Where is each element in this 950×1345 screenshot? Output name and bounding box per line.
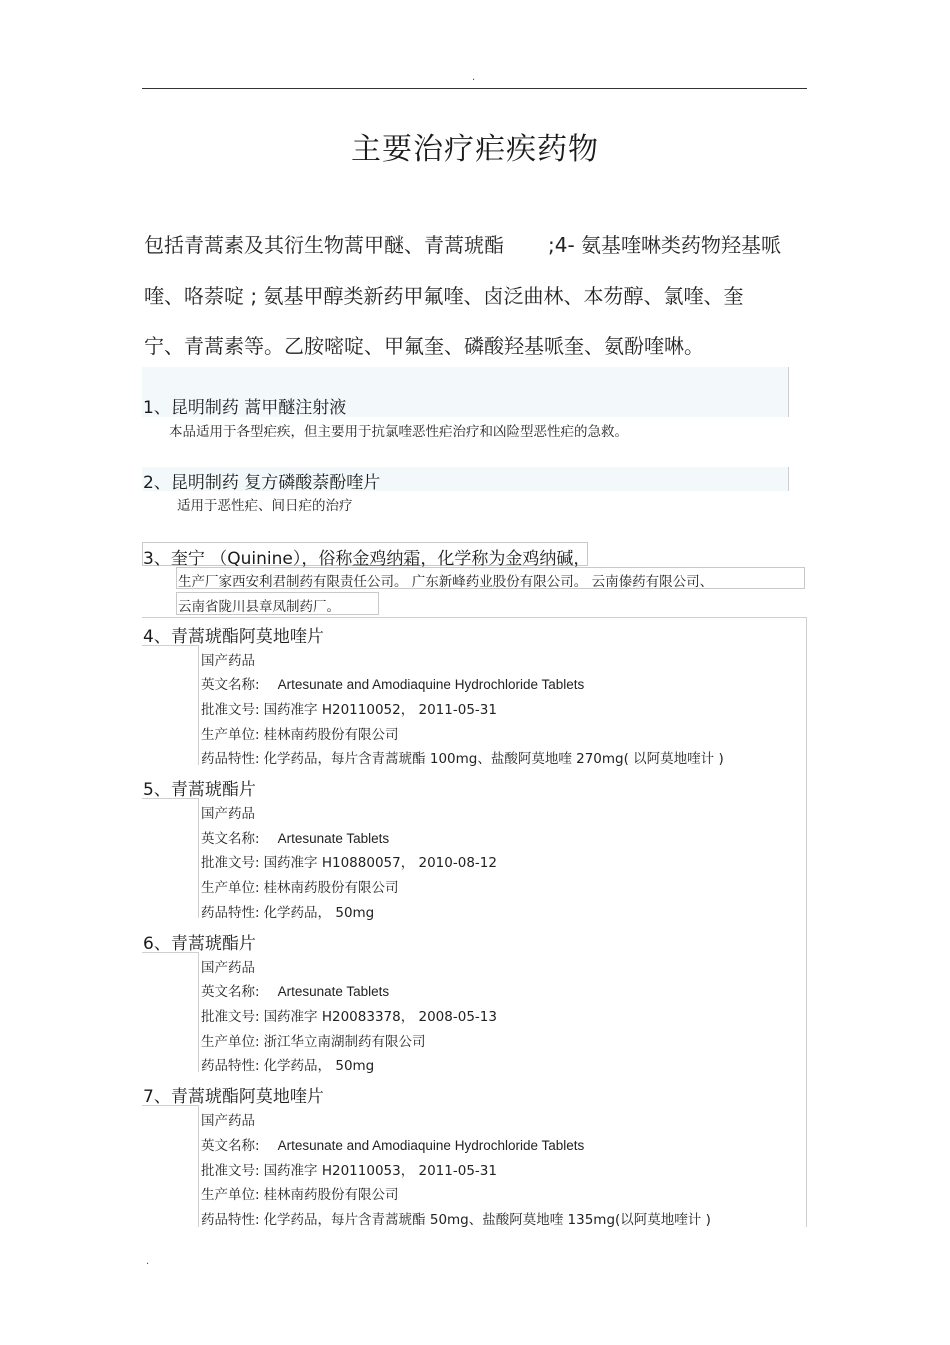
item-1-header: 1、昆明制药 蒿甲醚注射液 (143, 398, 347, 418)
item-4-prop-value: 化学药品，每片含青蒿琥酯 100mg、盐酸阿莫地喹 270mg( 以阿莫地喹计 ) (263, 751, 724, 767)
item-2-desc: 适用于恶性疟、间日疟的治疗 (177, 498, 353, 514)
intro-line-2: 喹、咯萘啶 ; 氨基甲醇类新药甲氟喹、卤泛曲林、本芴醇、氯喹、奎 (144, 284, 744, 308)
item-5-approval-label: 批准文号: (201, 855, 260, 871)
item-6-maker-value: 浙江华立南湖制药有限公司 (263, 1034, 426, 1050)
item-4-approval-value: 国药准字 H20110052， 2011-05-31 (263, 702, 497, 718)
item-6-approval-label: 批准文号: (201, 1009, 260, 1025)
item-7-header: 7、青蒿琥酯阿莫地喹片 (143, 1087, 324, 1107)
item-4-maker-value: 桂林南药股份有限公司 (263, 727, 399, 743)
item-5-en-label: 英文名称: (201, 831, 260, 847)
page-title: 主要治疗疟疾药物 (351, 132, 599, 167)
item-4-header: 4、青蒿琥酯阿莫地喹片 (143, 627, 324, 647)
item-6-maker-row (201, 1030, 426, 1050)
item-5-header: 5、青蒿琥酯片 (143, 780, 256, 800)
item-2-right-border (788, 467, 789, 491)
item-7-prop-row (201, 1208, 711, 1228)
item-5-maker-row (201, 876, 399, 896)
item-6-prop-value: 化学药品， 50mg (263, 1058, 375, 1074)
item-5-approval-value: 国药准字 H10880057， 2010-08-12 (263, 855, 497, 871)
item-4-en-value: Artesunate and Amodiaquine Hydrochloride Tablets (277, 677, 585, 692)
item-1-right-border (788, 367, 789, 417)
item-6-en-row (201, 980, 389, 1000)
item-7-type: 国产药品 (201, 1113, 255, 1129)
item-7-prop-label: 药品特性: (201, 1212, 260, 1228)
item-6-prop-row (201, 1054, 374, 1074)
item-6-en-value: Artesunate Tablets (277, 984, 390, 999)
item-3-header (143, 544, 590, 569)
item-4-top-rule (142, 617, 806, 618)
footer-dot: . (146, 1256, 150, 1267)
item-6-approval-row (201, 1005, 497, 1025)
item-4-maker-label: 生产单位: (201, 727, 260, 743)
item-7-en-value: Artesunate and Amodiaquine Hydrochloride Tablets (277, 1138, 585, 1153)
item-6-header: 6、青蒿琥酯片 (143, 934, 256, 954)
intro-line-3: 宁、青蒿素等。乙胺嘧啶、甲氟奎、磷酸羟基哌奎、氨酚喹啉。 (144, 334, 704, 358)
item-5-en-row (201, 827, 389, 847)
header-dot: . (472, 72, 476, 83)
item-5-left-border (198, 798, 199, 918)
item-5-prop-value: 化学药品， 50mg (263, 905, 375, 921)
item-2-header: 2、昆明制药 复方磷酸萘酚喹片 (143, 473, 381, 493)
item-7-maker-label: 生产单位: (201, 1187, 260, 1203)
item-7-approval-value: 国药准字 H20110053， 2011-05-31 (263, 1163, 497, 1179)
item-4-maker-row (201, 723, 399, 743)
item-6-left-border (198, 952, 199, 1072)
item-7-en-row (201, 1134, 584, 1154)
item-5-maker-value: 桂林南药股份有限公司 (263, 880, 399, 896)
item-6-maker-label: 生产单位: (201, 1034, 260, 1050)
item-3-header-a: 3、奎宁 （Quinine），俗称 (143, 549, 353, 569)
item-7-left-border (198, 1105, 199, 1227)
item-3-mfr-line-2: 云南省陇川县章凤制药厂。 (178, 599, 340, 615)
item-5-prop-row (201, 901, 374, 921)
item-6-prop-label: 药品特性: (201, 1058, 260, 1074)
item-7-prop-value: 化学药品，每片含青蒿琥酯 50mg、盐酸阿莫地喹 135mg(以阿莫地喹计 ) (263, 1212, 711, 1228)
item-4-approval-label: 批准文号: (201, 702, 260, 718)
item-4-en-label: 英文名称: (201, 677, 260, 693)
item-5-type: 国产药品 (201, 806, 255, 822)
item-4-prop-row (201, 747, 724, 767)
item-4-prop-label: 药品特性: (201, 751, 260, 767)
item-6-en-label: 英文名称: (201, 984, 260, 1000)
item-7-maker-row (201, 1183, 399, 1203)
item-5-en-value: Artesunate Tablets (277, 831, 390, 846)
item-7-approval-label: 批准文号: (201, 1163, 260, 1179)
item-5-prop-label: 药品特性: (201, 905, 260, 921)
intro-line-1a: 包括青蒿素及其衍生物蒿甲醚、青蒿琥酯 (144, 233, 504, 257)
item-6-type: 国产药品 (201, 960, 255, 976)
item-7-maker-value: 桂林南药股份有限公司 (263, 1187, 399, 1203)
item-4-left-border (198, 645, 199, 765)
item-7-en-label: 英文名称: (201, 1138, 260, 1154)
items-right-border (806, 617, 807, 1227)
item-3-mfr-line-1: 生产厂家西安利君制药有限责任公司。 广东新峰药业股份有限公司。 云南傣药有限公司、 (178, 574, 714, 590)
item-4-approval-row (201, 698, 497, 718)
item-3-header-c: ，化学称为金鸡纳碱， (420, 549, 591, 569)
item-5-approval-row (201, 851, 497, 871)
item-1-desc: 本品适用于各型疟疾，但主要用于抗氯喹恶性疟治疗和凶险型恶性疟的急救。 (169, 424, 628, 440)
item-3-header-b: 金鸡纳霜 (352, 549, 421, 569)
item-7-approval-row (201, 1159, 497, 1179)
item-6-approval-value: 国药准字 H20083378， 2008-05-13 (263, 1009, 497, 1025)
header-rule (142, 88, 807, 89)
item-4-en-row (201, 673, 584, 693)
item-4-type: 国产药品 (201, 653, 255, 669)
item-5-maker-label: 生产单位: (201, 880, 260, 896)
intro-line-1b: ;4- 氨基喹啉类药物羟基哌 (548, 233, 782, 257)
